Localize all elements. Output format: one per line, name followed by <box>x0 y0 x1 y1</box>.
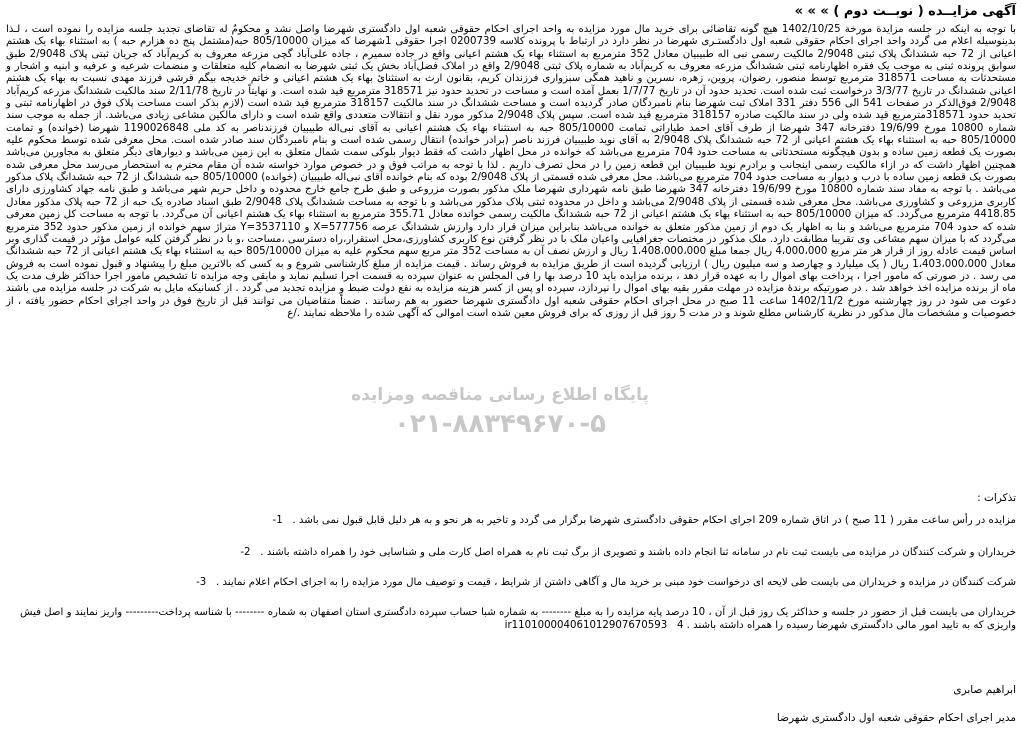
note-text: مزایده در رأس ساعت مقرر ( 11 صبح ) در اتاق شماره 209 اجرای احکام حقوقی دادگستری شهرضا برگزار می گردد و تاخیر به هر نحو و به هر دلیل قابل قبول نمی باشد . <box>292 515 1016 526</box>
list-item <box>8 546 1016 559</box>
note-number: 4 <box>676 620 684 631</box>
watermark <box>290 385 710 439</box>
note-text: خریداران و شرکت کنندگان در مزایده می بایست ثبت نام در سامانه ثنا انجام داده باشند و تصویری از برگ ثبت نام به همراه اصل کارت ملی و شناسایی خود را همراه داشته باشند . <box>260 547 1016 558</box>
notes-heading: تذکرات : <box>977 492 1016 504</box>
notice-title: آگهی مزایــده ( نوبــت دوم ) » » » <box>794 4 1016 19</box>
watermark-text: پایگاه اطلاع رسانی مناقصه ومزایده <box>351 385 649 405</box>
list-item <box>8 514 1016 527</box>
note-text: خریداران می بایست قبل از حضور در جلسه و حداکثر یک روز قبل از آن ، 10 درصد پایه مزایده را به مبلغ -------- به شماره شبا حساب سپرده دادگستری استان اصفهان به شماره -------- با شناسه پرداخت--------- واریز نمایند و اصل فیش واریزی که به تایید امور مالی دادگستری شهرضا رسیده را همراه داشته باشند . ir110100004061012907670593 <box>20 607 1016 631</box>
signatory-name: ابراهیم صابری <box>953 684 1016 696</box>
note-number: 1- <box>272 515 283 526</box>
signatory-role: مدیر اجرای احکام حقوقی شعبه اول دادگستری شهرضا <box>776 712 1016 724</box>
notice-body: با توجه به اینکه در جلسه مزایدة مورخة 1402/10/25 هیچ گونه تقاضائی برای خرید مال مورد مزایده به واحد اجرای احکام حقوقی شعبه اول دادگستری شهرضا واصل نشد و محکومٌ له تقاضای تجدید جلسه مزایده را نموده است ، لـذا بدینوسیله اعلام می گردد واحد اجرای احکام حقوقی شعبه اول دادگستـری شهرضا در نظر دارد در ارتباط با پرونده کلاسه 0200739 اجرا حقوقی 1شهرضا که میزان 805/10000 حبه(مشتمل پنج ده هزارم حبه ) به استثناء بهاء یک هشتم اعیانی از 72 حبه ششدانگ پلاک ثبتی 2/9048 مالکیت رسمی نبی اله طبیبیان معادل 352 مترمربع به استثناء بهاء یک هشتم اعیانی واقع در جاده سمیرم ، جاده علی‌آباد گچی مزرعه معروف به کریم‌آباد که جریان ثبتی پلاک 2/9048 طبق سوابق پرونده ثبتی به موجب یک فقره اظهارنامه ثبتی ششدانگ مزرعه معروف به کریم‌آباد به شماره پلاک ثبتی 2/9048 واقع در املاک فضل‌آباد بخش یک ثبتی شهرضا به انضمام کلیه متعلقات و منضمات شرعیه و عرفیه و ابنیه و اشجار و مستحدثات به مساحت 318571 مترمربع توسط منصور، رضوان، پروین، زهره، نسرین و ناهید همگی سبزواری فرزندان کریم، بقانون ارث به استثنائ بهاء یک هشتم اعیانی و خاتم خدیجه بیگم قرشی فرزند مهدی نسبت به بهاء یک هشتم اعیانی ششدانگ در تاریخ 3/3/77 درخواست ثبت شده است. تحدید حدود آن در تاریخ 1/7/77 بعمل آمده است و مساحت در تحدید حدود نیز 318571 مترمربع قید شده است. و نهایتاً در تاریخ 2/11/78 سند مالکیت ششدانگ مزرعه کریم‌آباد 2/9048 فوق‌الذکر در صفحات 541 الی 556 دفتر 331 املاک ثبت شهرضا بنام نامبردگان صادر گردیده است و مساحت ششدانگ در سند مالکیت 318157 مترمربع قید شده است (لازم بذکر است مساحت پلاک فوق در اظهارنامه ثبتی و تحدید حدود 318571مترمربع قید شده ولی در سند مالکیت صادره 318157 مترمربع قید شده است. سپس پلاک 2/9048 مذکور مورد نقل و انتقالات متعددی واقع شده است و دارای مالکین مشاعی زیادی می‌باشد. از جمله به موجب سند شماره 10800 مورخ 19/6/99 دفترخانه 347 شهرضا از طرف آقای احمد طیاراتی تمامت 805/10000 حبه به استثناء بهاء یک هشتم اعیانی به آقای نبی‌اله طبیبیان فرزندناصر به کد ملی 1190026848 شهرضا (خوانده) و تمامت 805/10000 حبه به استثناء بهاء یک هشتم اعیانی از 72 حبه ششدانگ پلاک 2/9048 به آقای نوید طبیبیان فرزند ناصر (برادر خوانده) انتقال رسمی شده است و بنام نامبردگان سند صادر شده است. محل معرفی شده توسط محکوم علیه بصورت یک قطعه زمین ساده و بدون هیچگونه مستحدثاتی به مساحت حدود 704 مترمربع می‌باشد که خوانده در محل اظهار داشت که فقط دیوار بلوکی سمت شمال متعلق به این زمین می‌باشد و دیوارهای دیگر متعلق به مجاورین می‌باشد همچنین اظهار داشت که در ازاء مالکیت رسمی اینجانب و برادرم نوید طبیبیان این قطعه زمین را در محل تصرف داریم . لذا با توجه به مراتب فوق و در خصوص موارد خواسته شده آن مقام محترم به استحضار می‌رسد محل معرفی شده بصورت یک قطعه زمین ساده با درب و دیوار به مساحت حدود 704 مترمربع می‌باشد. محل معرفی شده قسمتی از پلاک 2/9048 بوده که بنام خوانده آقای نبی‌اله طبیبیان (خوانده) 805/10000 حبه ششدانگ از 72 حبه ششدانگ پلاک مذکور می‌باشد . با توجه به مفاد سند شماره 10800 مورخ 19/6/99 دفترخانه 347 شهرضا طبق نامه شهرداری شهرضا ملک مذکور بصورت مزروعی و طبق طرح جامع خارج محدوده و داخل حریم شهر می‌باشد و طبق نامه جهاد کشاورزی دارای کاربری مزروعی و کشاورزی می‌باشد. محل معرفی شده قسمتی از پلاک 2/9048 می‌باشد و داخل در محدوده ثبتی پلاک مذکور می‌باشد و با توجه به مساحت ششدانگ پلاک 2/9048 طبق اسناد صادره یک حبه از 72 حبه پلاک مذکور معادل 4418.85 مترمربع می‌گردد. که میزان 805/10000 حبه به استثناء بهاء یک هشتم اعیانی از 72 حبه ششدانگ مالکیت رسمی خوانده معادل 355.71 مترمربع به استثناء بهاء یک هشتم اعیانی آن می‌گردد. با توجه به مساحت کل زمین معرفی شده که حدود 704 مترمربع می‌باشد و بنا به اظهار یک دوم از زمین مذکور متعلق به خوانده می‌باشد بنابراین میزان قرار دارد وارزش ششدانگ عرصه X=577756 و Y=3537110 متراژ سهم خوانده از زمین مذکور حدود 352 مترمربع می‌گردد که با میزان سهم مشاعی وی تقریبا مطابقت دارد. ملک مذکور در مختصات جغرافیایی واعیان ملک با در نظر گرفتن نوع کاربری کشاورزی،محل استقرار،راه دسترسی ،مساحت ،و با در نظر گرفتن کلیه عوامل مؤثر در قیمت گذاری وبر اساس قیمت عادله روز از قرار هر متر مربع 4،000،000 ریال جمعا مبلغ 1،408،000،000 ریال و ارزش نصف آن به مساحت 352 متر مربع سهم محکوم علیه به میزان 805/10000 حبه به استثناء بهاء یک هشتم اعیانی از 72 حبه ششدانگ معادل 1،403،000،000 ریال ( یک میلیارد و چهارصد و سه میلیون ریال ) ارزیابی گردیده است از طریق مزایده به فروش رساند . قیمت مزایده از مبلغ کارشناسی شروع و به کسی که بالاترین مبلغ را پیشنهاد و قبول نموده است به فروش می رسد . در صورتی که مامور اجرا ، پرداخت بهای اموال را به عهده قرار دهد ، برنده مزایده باید 10 درصد بها را فی المجلس به عنوان سپرده به قسمت اجرا تسلیم نماید و مابقی وجه مزایده تا تشخیص مامور اجرا حداکثر ظرف مدت یک ماه از برنده مزایده اخذ خواهد شد . در صورتیکه برندهٔ مزایده در مهلت مقرر بقیه بهای اموال را نپردازد، سپرده او پس از کسر هزینه مزایده به نفع دولت ضبط و مزایده تجدید می گردد . از کسانیکه مایل به شرکت در جلسه مزایده می باشند دعوت می شود در روز چهارشنبه مورخ 1402/11/2 ساعت 11 صبح در محل اجرای احکام حقوقی شعبه اول دادگستری شهرضا حضور به هم رسانند . ضمناً متقاضیان می توانند قبل از تاریخ فوق در واحد اجرای احکام حضور یافته ، از خصوصیات و مشخصات مال مذکور در نظریة کارشناس مطلع شوند و در مدت 5 روز قبل از روزی که برای فروش معین شده است اموالی که آگهی شده را ملاحظه نمایند ./ع <box>6 24 1017 319</box>
watermark-phone: ۰۲۱-۸۸۳۴۹۶۷۰-۵ <box>393 409 606 439</box>
note-number: 2- <box>240 547 251 558</box>
note-text: شرکت کنندگان در مزایده و خریداران می بایست طی لایحه ای درخواست خود مبنی بر خرید مال و آگاهی داشتن از شرایط ، قیمت و توصیف مال مورد مزایده را به اجرای احکام اعلام نمایند . <box>215 577 1016 588</box>
list-item <box>8 606 1016 632</box>
note-number: 3- <box>196 577 207 588</box>
list-item <box>8 576 1016 589</box>
